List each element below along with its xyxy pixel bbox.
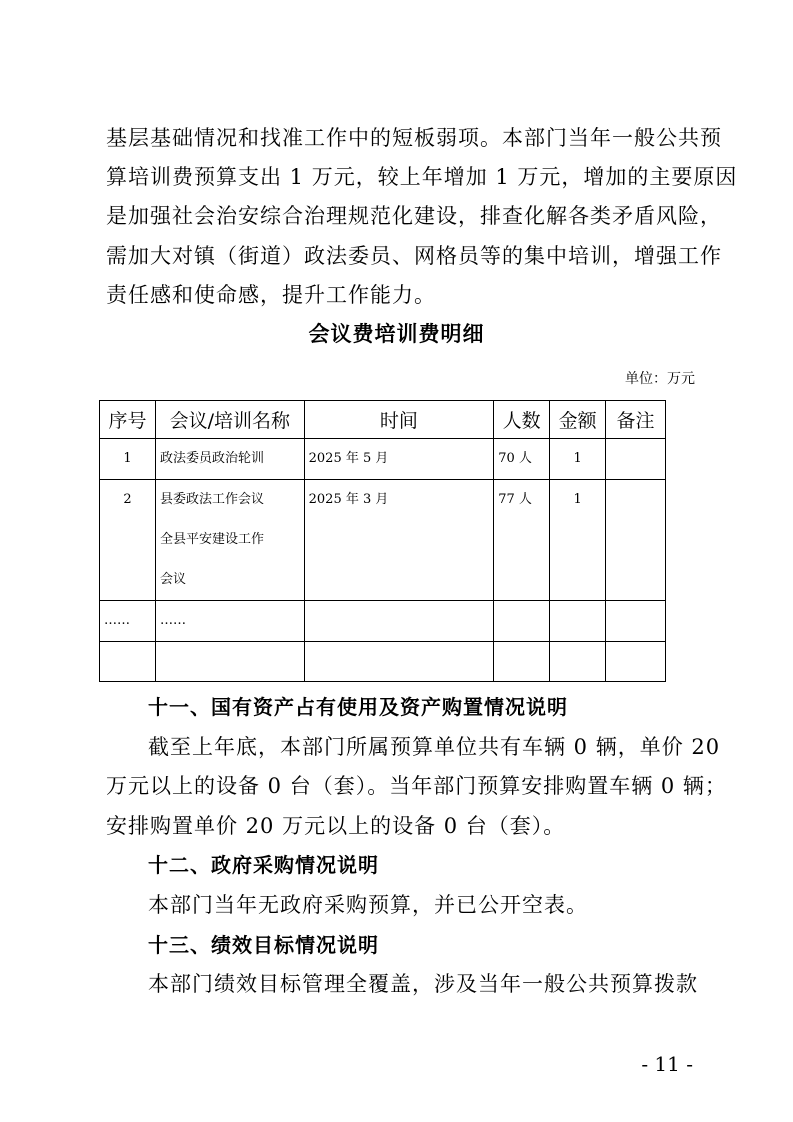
- header-people: 人数: [494, 401, 550, 439]
- page-number: - 11 -: [641, 1052, 693, 1076]
- cell-name: [155, 480, 304, 601]
- text-line: 安排购置单价 20 万元以上的设备 0 台（套）。: [106, 814, 566, 838]
- table-title: 会议费培训费明细: [308, 322, 485, 346]
- table-row: [100, 480, 666, 601]
- cell-amount: 1: [550, 480, 606, 601]
- table-row: [100, 439, 666, 480]
- section-heading: 十三、绩效目标情况说明: [148, 933, 379, 957]
- text-line: 责任感和使命感，提升工作能力。: [106, 283, 436, 307]
- cell-note: [606, 439, 666, 480]
- cell-index: 2: [100, 480, 156, 601]
- cell-time: [304, 601, 494, 642]
- cell-name: [155, 642, 304, 682]
- text-line: 截至上年底，本部门所属预算单位共有车辆 0 辆，单价 20: [148, 735, 721, 759]
- cell-amount: [550, 642, 606, 682]
- table-row: [100, 601, 666, 642]
- cell-index: [100, 642, 156, 682]
- section-heading: 十二、政府采购情况说明: [148, 853, 379, 877]
- cell-name-line: 会议: [159, 572, 186, 587]
- text-line: 是加强社会治安综合治理规范化建设，排查化解各类矛盾风险，: [106, 204, 722, 228]
- cell-note: [606, 642, 666, 682]
- cell-time: 2025 年 3 月: [304, 480, 494, 601]
- cell-time: 2025 年 5 月: [304, 439, 494, 480]
- cell-name: 政法委员政治轮训: [155, 439, 304, 480]
- cell-time: [304, 642, 494, 682]
- cell-index: 1: [100, 439, 156, 480]
- table-row: [100, 642, 666, 682]
- text-line: 本部门绩效目标管理全覆盖，涉及当年一般公共预算拨款: [148, 972, 698, 996]
- cell-people: [494, 601, 550, 642]
- cell-name: ……: [155, 601, 304, 642]
- cell-note: [606, 601, 666, 642]
- header-amount: 金额: [550, 401, 606, 439]
- cell-people: 77 人: [494, 480, 550, 601]
- table-unit: 单位：万元: [625, 371, 695, 387]
- text-line: 本部门当年无政府采购预算，并已公开空表。: [148, 893, 588, 917]
- cell-amount: 1: [550, 439, 606, 480]
- section-heading: 十一、国有资产占有使用及资产购置情况说明: [148, 695, 568, 719]
- text-line: 基层基础情况和找准工作中的短板弱项。本部门当年一般公共预: [106, 126, 722, 150]
- cell-name-line: 县委政法工作会议: [159, 492, 264, 507]
- fee-table: [99, 400, 666, 682]
- header-time: 时间: [304, 401, 494, 439]
- cell-note: [606, 480, 666, 601]
- cell-index: ……: [100, 601, 156, 642]
- text-line: 万元以上的设备 0 台（套）。当年部门预算安排购置车辆 0 辆；: [106, 774, 727, 798]
- cell-people: 70 人: [494, 439, 550, 480]
- cell-name-line: 全县平安建设工作: [159, 532, 264, 547]
- cell-amount: [550, 601, 606, 642]
- header-note: 备注: [606, 401, 666, 439]
- header-name: 会议/培训名称: [155, 401, 304, 439]
- text-line: 需加大对镇（街道）政法委员、网格员等的集中培训，增强工作: [106, 244, 722, 268]
- cell-people: [494, 642, 550, 682]
- text-line: 算培训费预算支出 1 万元，较上年增加 1 万元，增加的主要原因: [106, 165, 738, 189]
- table-header-row: [100, 401, 666, 439]
- header-index: 序号: [100, 401, 156, 439]
